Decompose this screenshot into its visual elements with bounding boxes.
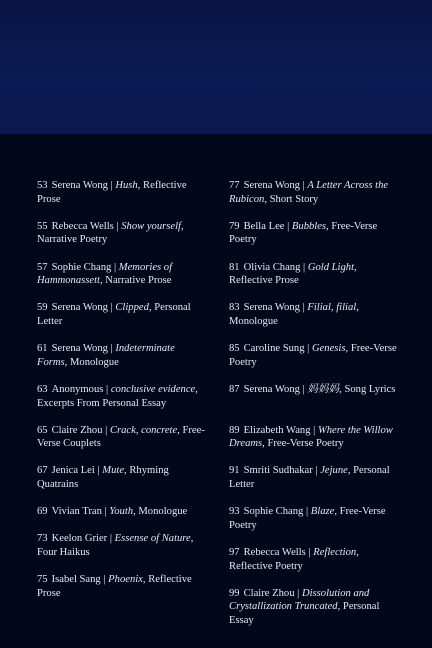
work-title: Crack, concrete (109, 424, 178, 436)
work-title: Blaze (310, 506, 335, 518)
page-number: 53 (37, 180, 48, 191)
author-name: Smriti Sudhakar (243, 465, 313, 477)
work-genre: Four Haikus (37, 547, 90, 559)
author-name: Vivian Tran (51, 506, 102, 518)
title-suffix: , (356, 547, 359, 559)
page-number: 63 (37, 383, 48, 395)
title-suffix: , (347, 465, 351, 477)
title-suffix: , (133, 506, 136, 518)
title-suffix: , (356, 302, 359, 314)
separator: | (302, 383, 305, 395)
toc-entry[interactable] (37, 179, 207, 206)
work-genre: Monologue (69, 356, 119, 368)
separator: | (109, 533, 112, 545)
toc-entry[interactable] (229, 505, 399, 532)
separator: | (110, 343, 113, 355)
title-suffix: , (64, 356, 68, 368)
separator: | (302, 302, 305, 314)
title-suffix: , (264, 193, 267, 205)
work-genre: Reflective Prose (37, 574, 192, 599)
page-number: 77 (229, 180, 240, 191)
toc-entry[interactable] (229, 301, 399, 328)
separator: | (103, 574, 106, 586)
title-suffix: , (148, 302, 152, 314)
toc-entry[interactable] (37, 424, 207, 451)
work-title: Memories of Hammonassett (37, 261, 173, 287)
work-title: Bubbles (291, 220, 327, 232)
work-genre: Short Story (269, 193, 319, 205)
work-genre: Free-Verse Poetry (229, 506, 386, 531)
author-name: Sophie Chang (51, 261, 112, 273)
author-name: Olivia Chang (243, 261, 301, 273)
work-title: Where the Willow Dreams (229, 424, 393, 450)
author-name: Serena Wong (51, 302, 108, 314)
page-number: 93 (229, 506, 240, 518)
separator: | (110, 180, 113, 191)
page-number: 83 (229, 302, 240, 314)
page-number: 65 (37, 424, 48, 436)
page-number: 57 (37, 261, 48, 273)
page-number: 91 (229, 465, 240, 477)
separator: | (97, 465, 100, 477)
author-name: Elizabeth Wang (243, 424, 311, 436)
work-title: Genesis (311, 343, 346, 355)
work-genre: Monologue (229, 315, 278, 327)
work-genre: Free-Verse Couplets (37, 424, 205, 450)
separator: | (306, 506, 309, 518)
title-suffix: , (334, 506, 337, 518)
work-genre: Personal Essay (229, 601, 380, 626)
author-name: Anonymous (51, 383, 104, 395)
toc-column-right (229, 179, 399, 628)
work-genre: Free-Verse Poetry (267, 438, 344, 450)
work-title: 妈妈妈 (307, 383, 340, 395)
toc-entry[interactable] (229, 464, 399, 491)
separator: | (104, 506, 107, 518)
author-name: Jenica Lei (51, 465, 95, 477)
toc-entry[interactable] (37, 301, 207, 328)
page-number: 81 (229, 261, 240, 273)
page-number: 73 (37, 533, 48, 545)
separator: | (303, 261, 306, 273)
separator: | (315, 465, 318, 477)
work-title: Filial, filial (307, 302, 357, 314)
work-title: Hush (115, 180, 138, 191)
page-number: 99 (229, 587, 240, 599)
separator: | (106, 383, 109, 395)
toc-entry[interactable] (229, 383, 399, 410)
author-name: Serena Wong (51, 180, 108, 191)
title-suffix: , (190, 533, 194, 545)
author-name: Claire Zhou (243, 587, 295, 599)
page-number: 79 (229, 220, 240, 232)
work-genre: Free-Verse Poetry (229, 220, 378, 246)
toc-entry[interactable] (229, 220, 399, 247)
work-title: conclusive evidence (110, 383, 196, 395)
work-genre: Free-Verse Poetry (229, 343, 397, 368)
author-name: Serena Wong (51, 343, 108, 355)
toc-entry[interactable] (37, 383, 207, 410)
work-title: Youth (109, 506, 134, 518)
separator: | (105, 424, 108, 436)
work-title: Indeterminate Forms (37, 343, 175, 368)
work-title: Phoenix (108, 574, 143, 586)
page-number: 97 (229, 547, 240, 559)
separator: | (308, 547, 311, 559)
work-genre: Reflective Prose (37, 180, 187, 205)
separator: | (307, 343, 310, 355)
toc-entry[interactable] (37, 220, 207, 247)
page-number: 59 (37, 302, 48, 314)
toc-entry[interactable] (37, 505, 207, 519)
work-genre: Narrative Poetry (37, 234, 108, 246)
separator: | (297, 587, 300, 599)
separator: | (287, 220, 290, 232)
title-suffix: , (137, 180, 141, 191)
page-number: 87 (229, 383, 240, 395)
page-number: 85 (229, 343, 240, 355)
author-name: Keelon Grier (51, 533, 108, 545)
page-number: 61 (37, 343, 48, 355)
work-title: A Letter Across the Rubicon (229, 180, 389, 205)
toc-entry[interactable] (37, 573, 207, 600)
title-suffix: , (180, 220, 184, 232)
header-band (0, 0, 432, 134)
separator: | (114, 261, 117, 273)
work-genre: Narrative Prose (105, 275, 172, 287)
title-suffix: , (195, 383, 198, 395)
toc-entry[interactable] (37, 464, 207, 491)
work-title: Reflection (313, 547, 357, 559)
title-suffix: , (354, 261, 357, 273)
separator: | (110, 302, 113, 314)
work-genre: Reflective Poetry (229, 560, 303, 572)
author-name: Rebecca Wells (243, 547, 306, 559)
toc-entry[interactable] (229, 587, 399, 626)
work-genre: Personal Letter (229, 465, 390, 491)
work-genre: Personal Letter (37, 302, 191, 327)
work-genre: Monologue (138, 506, 188, 518)
table-of-contents (0, 179, 432, 639)
page-number: 89 (229, 424, 240, 436)
work-title: Clipped (115, 302, 149, 314)
work-genre: Reflective Prose (229, 275, 299, 287)
title-suffix: , (262, 438, 265, 450)
title-suffix: , (124, 465, 127, 477)
work-title: Dissolution and Crystallization Truncated (229, 587, 370, 613)
toc-entry[interactable] (229, 424, 399, 451)
author-name: Claire Zhou (51, 424, 103, 436)
separator: | (116, 220, 119, 232)
work-title: Jejune (320, 465, 348, 477)
title-suffix: , (326, 220, 329, 232)
toc-entry[interactable] (37, 261, 207, 288)
title-suffix: , (345, 343, 349, 355)
work-title: Essense of Nature (114, 533, 191, 545)
toc-entry[interactable] (229, 261, 399, 288)
title-suffix: , (337, 601, 341, 613)
page-number: 75 (37, 574, 48, 586)
toc-column-left (37, 179, 207, 614)
author-name: Caroline Sung (243, 343, 305, 355)
toc-entry[interactable] (229, 546, 399, 573)
work-title: Gold Light (307, 261, 355, 273)
toc-entry[interactable] (229, 179, 399, 206)
work-genre: Rhyming Quatrains (37, 465, 169, 491)
author-name: Isabel Sang (51, 574, 101, 586)
author-name: Rebecca Wells (51, 220, 114, 232)
page-number: 69 (37, 506, 48, 518)
title-suffix: , (339, 383, 342, 395)
work-genre: Song Lyrics (344, 383, 396, 395)
title-suffix: , (177, 424, 180, 436)
author-name: Serena Wong (243, 383, 300, 395)
title-suffix: , (142, 574, 146, 586)
toc-entry[interactable] (229, 342, 399, 369)
work-title: Show yourself (121, 220, 181, 232)
separator: | (302, 180, 305, 191)
work-title: Mute (102, 465, 125, 477)
page-number: 67 (37, 465, 48, 477)
author-name: Serena Wong (243, 180, 300, 191)
work-genre: Excerpts From Personal Essay (37, 397, 167, 409)
author-name: Serena Wong (243, 302, 300, 314)
separator: | (313, 424, 316, 436)
page-number: 55 (37, 220, 48, 232)
author-name: Bella Lee (243, 220, 285, 232)
toc-entry[interactable] (37, 342, 207, 369)
title-suffix: , (99, 275, 103, 287)
author-name: Sophie Chang (243, 506, 304, 518)
toc-entry[interactable] (37, 532, 207, 559)
